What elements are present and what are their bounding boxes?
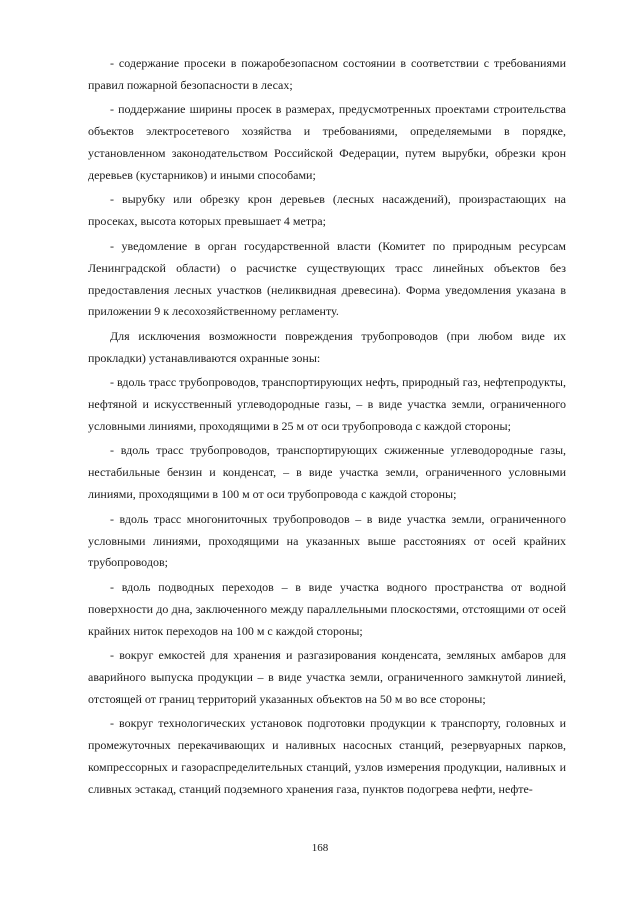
- paragraph-clearing-width: - поддержание ширины просек в размерах, предусмотренных проектами строительства объектов электросетевого хозяйства и требованиями, определяемыми в порядке, установленном законодательством Российской Федерации, путем вырубки, обрезки крон деревьев (кустарников) и иными способами;: [88, 102, 566, 183]
- paragraph-multi-line-pipelines: - вдоль трасс многониточных трубопроводов – в виде участка земли, ограниченного условными линиями, проходящими на указанных выше расстояниях от осей крайних трубопроводов;: [88, 511, 566, 570]
- paragraph-liquefied-gas-pipelines: - вдоль трасс трубопроводов, транспортирующих сжиженные углеводородные газы, нестабильные бензин и конденсат, – в виде участка земли, ограниченного условными линиями, проходящими в 100 м от оси трубопровода с каждой стороны;: [88, 443, 566, 502]
- paragraph-protection-zones-intro: Для исключения возможности повреждения трубопроводов (при любом виде их прокладки) устанавливаются охранные зоны:: [88, 328, 566, 365]
- paragraph-tree-cutting: - вырубку или обрезку крон деревьев (лесных насаждений), произрастающих на просеках, высота которых превышает 4 метра;: [88, 192, 566, 229]
- paragraph-condensate-tanks: - вокруг емкостей для хранения и разгазирования конденсата, земляных амбаров для аварийного выпуска продукции – в виде участка земли, ограниченного замкнутой линией, отстоящей от границ территорий указанных объектов на 50 м во все стороны;: [88, 648, 566, 706]
- body-text: [88, 53, 566, 803]
- paragraph-underwater-crossings: - вдоль подводных переходов – в виде участка водного пространства от водной поверхности до дна, заключенного между параллельными плоскостями, отстоящими от осей крайних ниток переходов на 100 м с каждой стороны;: [88, 579, 566, 638]
- page-number: 168: [311, 842, 329, 854]
- paragraph-notification: - уведомление в орган государственной власти (Комитет по природным ресурсам Ленинградской области) о расчистке существующих трасс линейных объектов без предоставления лесных участков (неликвидная древесина). Форма уведомления указана в приложении 9 к лесохозяйственному регламенту.: [88, 238, 566, 319]
- paragraph-firebreak-maintenance: - содержание просеки в пожаробезопасном состоянии в соответствии с требованиями правил пожарной безопасности в лесах;: [88, 56, 566, 92]
- paragraph-technological-installations: - вокруг технологических установок подготовки продукции к транспорту, головных и промежуточных перекачивающих и наливных насосных станций, резервуарных парков, компрессорных и газораспределительных станций, узлов измерения продукции, наливных и сливных эстакад, станций подземного хранения газа, пунктов подогрева нефти, нефте-: [88, 716, 566, 796]
- paragraph-oil-gas-pipelines: - вдоль трасс трубопроводов, транспортирующих нефть, природный газ, нефтепродукты, нефтяной и искусственный углеводородные газы, – в виде участка земли, ограниченного условными линиями, проходящими в 25 м от оси трубопровода с каждой стороны;: [88, 375, 566, 433]
